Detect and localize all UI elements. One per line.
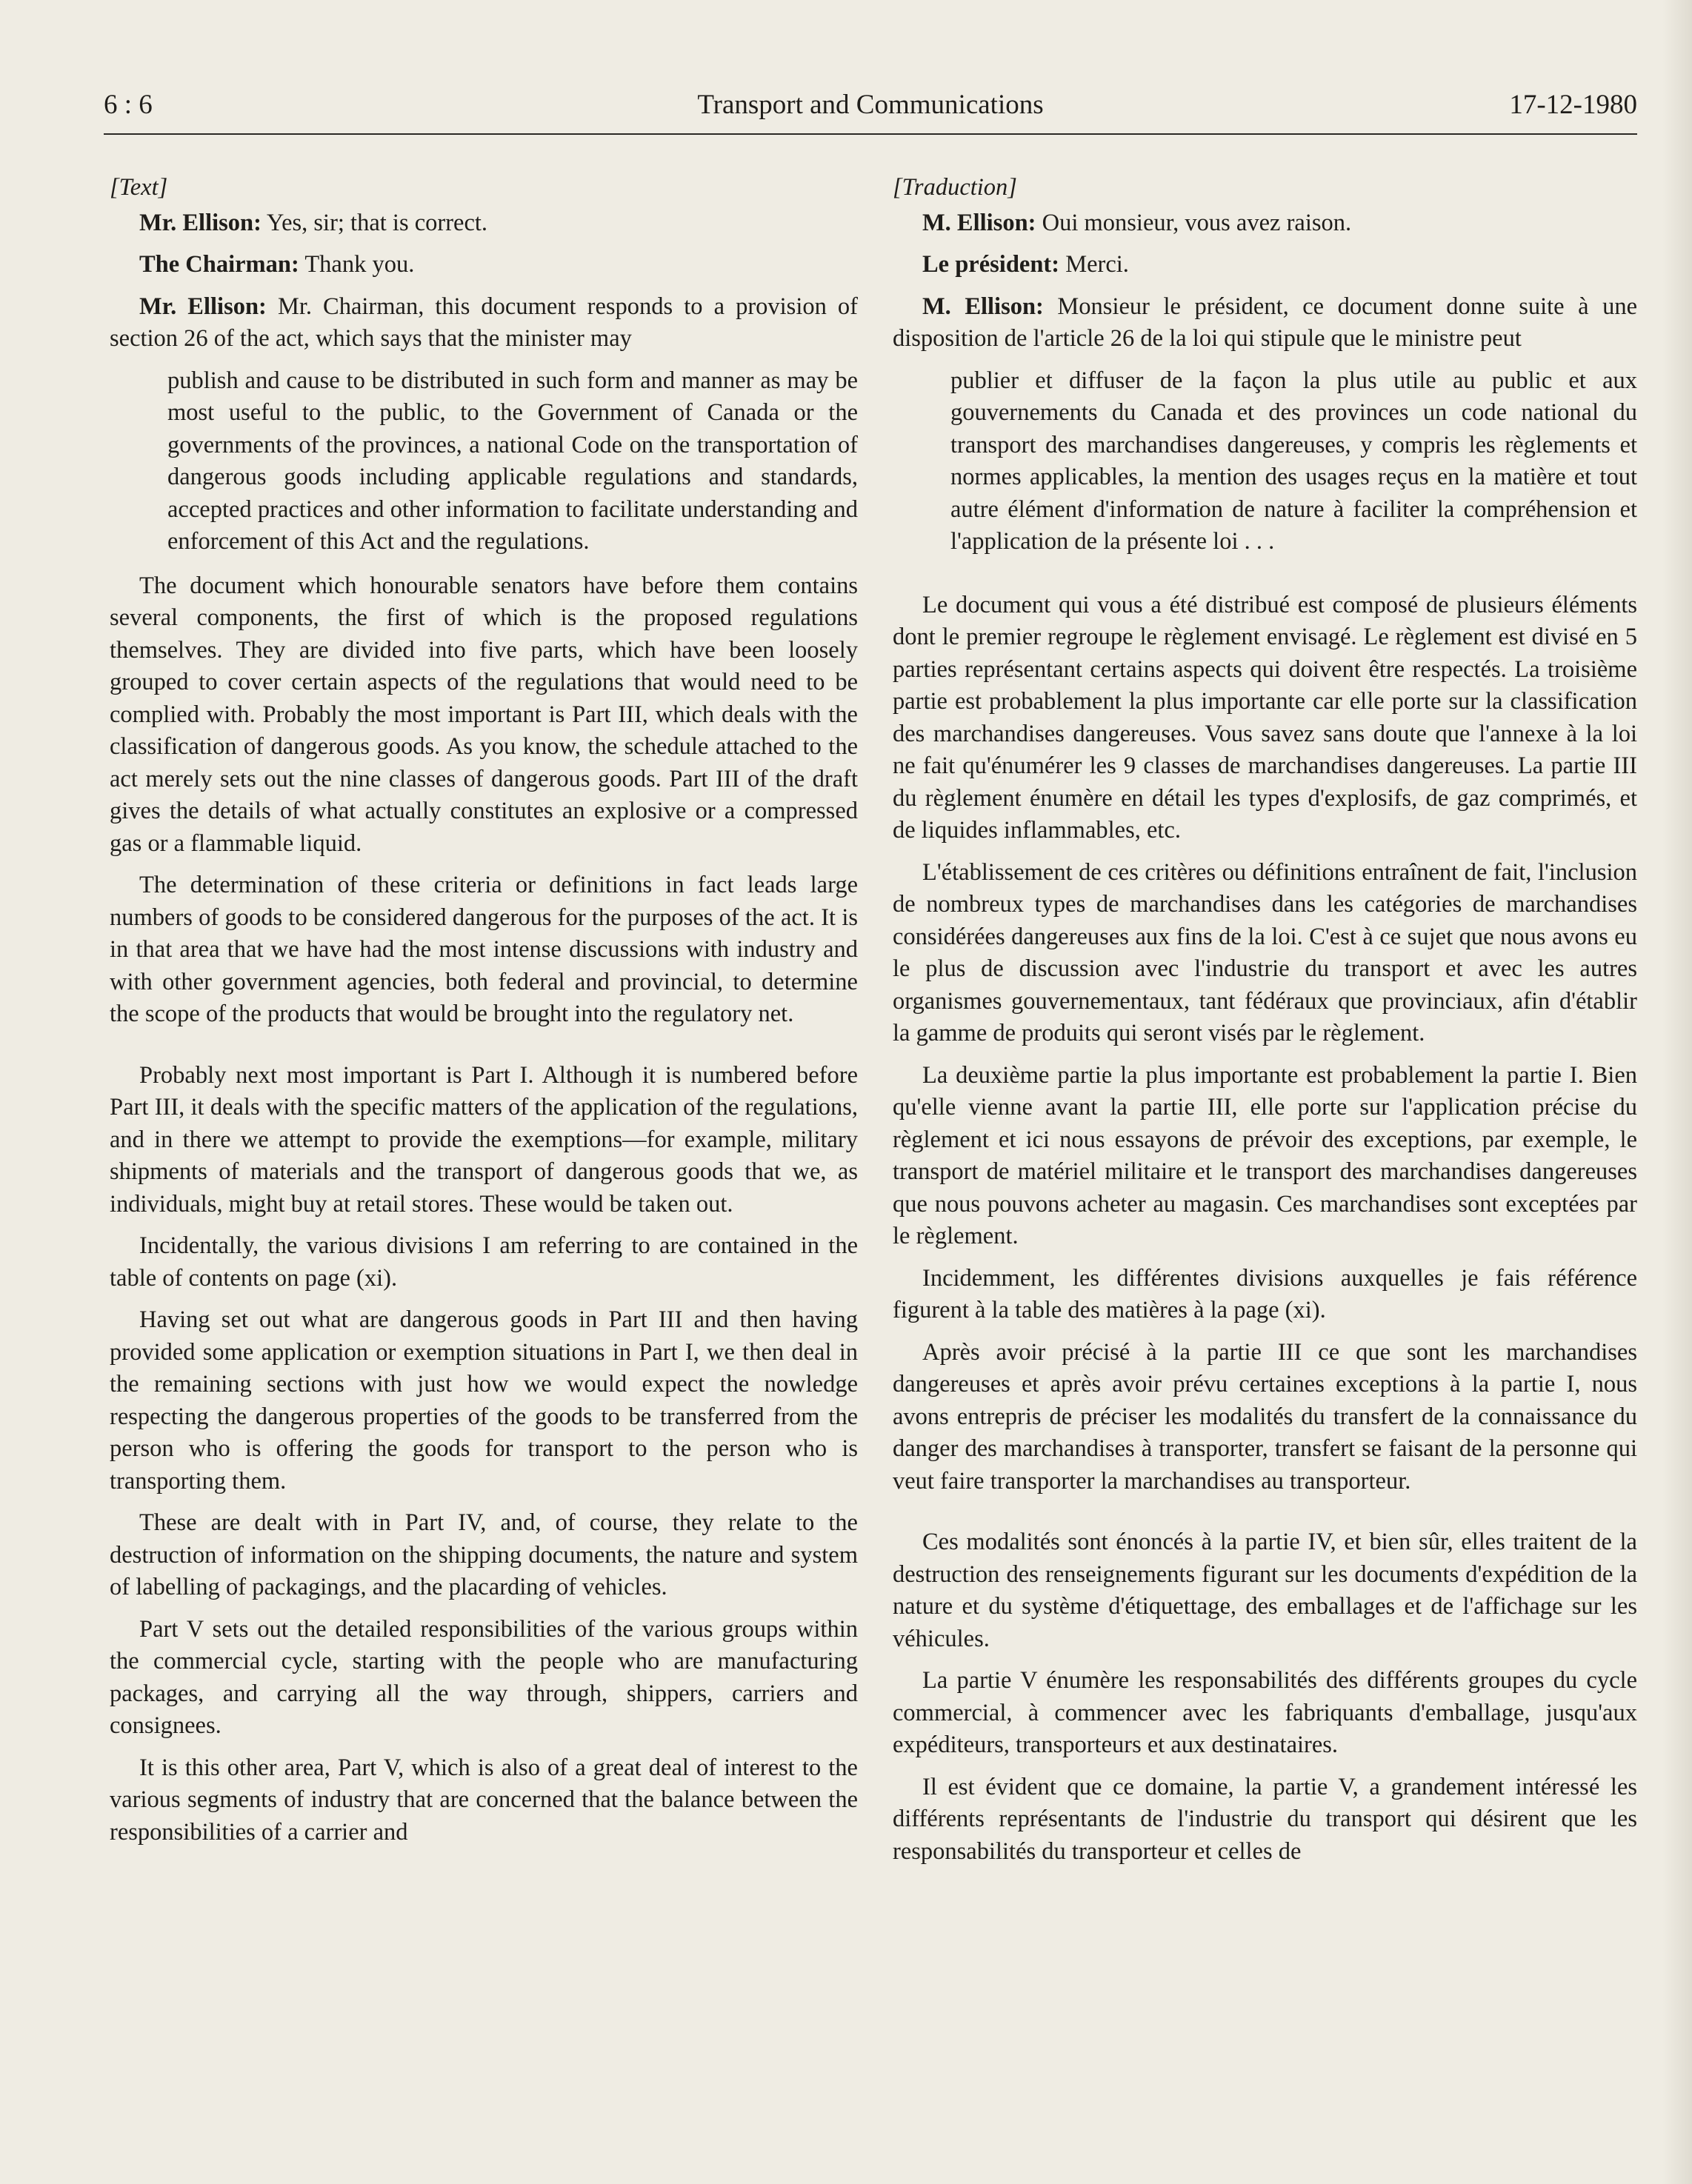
paragraph: It is this other area, Part V, which is also of a great deal of interest to the various segments of industry that are concerned that the balance between the responsibilities of a carrier and <box>110 1754 858 1846</box>
paragraph: Part V sets out the detailed responsibilities of the various groups within the commercial cycle, starting with the people who are manufacturing packages, and carrying all the way through, shippers, carriers and consignees. <box>110 1615 858 1739</box>
paragraph <box>110 291 858 355</box>
sitting-date: 17-12-1980 <box>1509 90 1637 120</box>
paragraph <box>893 249 1637 281</box>
paragraph: These are dealt with in Part IV, and, of course, they relate to the destruction of information on the shipping documents, the nature and system of labelling of packagings, and the placarding of vehicles. <box>110 1509 858 1600</box>
page-title: Transport and Communications <box>697 90 1044 120</box>
paragraph: La deuxième partie la plus importante est probablement la partie I. Bien qu'elle vienne avant la partie III, elle porte sur l'application précise du règlement et ici nous essayons de prévoir des exceptions, par exemple, le transport de matériel militaire et le transport des marchandises dangereuses que nous pouvons acheter au magasin. Ces marchandises sont exceptées par le règlement. <box>893 1061 1637 1249</box>
paragraph <box>110 249 858 281</box>
paragraph: Ces modalités sont énoncés à la partie IV, et bien sûr, elles traitent de la destruction des renseignements figurant sur les documents d'expédition de la nature et du système d'étiquettage, des emballages et de l'affichage sur les véhicules. <box>893 1529 1637 1652</box>
paragraph: Having set out what are dangerous goods in Part III and then having provided some application or exemption situations in Part I, we then deal in the remaining sections with just how we would expect the nowledge respecting the dangerous properties of the goods to be transferred from the person who is offering the goods for transport to the person who is transporting them. <box>110 1306 858 1495</box>
speech-text: Merci. <box>1059 251 1129 278</box>
speech-text: Mr. Chairman, this document responds to a provision of section 26 of the act, which says that the minister may <box>110 293 858 352</box>
paragraph: Incidemment, les différentes divisions auxquelles je fais référence figurent à la table des matières à la page (xi). <box>893 1264 1637 1323</box>
paragraph: Incidentally, the various divisions I am referring to are contained in the table of contents on page (xi). <box>110 1232 858 1292</box>
french-column <box>893 172 1637 1877</box>
speaker-name: Mr. Ellison: <box>139 293 267 320</box>
paragraph: Il est évident que ce domaine, la partie V, a grandement intéressé les différents représentants de l'industrie du transport qui désirent que les responsabilités du transporteur et celles de <box>893 1773 1637 1865</box>
header-rule <box>104 133 1637 135</box>
speech-text: Oui monsieur, vous avez raison. <box>1036 209 1352 236</box>
paragraph: The document which honourable senators have before them contains several components, the first of which is the proposed regulations themselves. They are divided into five parts, which have been loosely grouped to cover certain aspects of the regulations that would need to be complied with. Probably the most important is Part III, which deals with the classification of dangerous goods. As you know, the schedule attached to the act merely sets out the nine classes of dangerous goods. Part III of the draft gives the details of what actually constitutes an explosive or a compressed gas or a flammable liquid. <box>110 572 858 857</box>
paragraph: Probably next most important is Part I. Although it is numbered before Part III, it deals with the specific matters of the application of the regulations, and in there we attempt to provide the exemptions—for example, military shipments of materials and the transport of dangerous goods that we, as individuals, might buy at retail stores. These would be taken out. <box>110 1061 858 1218</box>
page-number: 6 : 6 <box>104 90 153 120</box>
speaker-name: M. Ellison: <box>922 293 1044 320</box>
paragraph: La partie V énumère les responsabilités des différents groupes du cycle commercial, à commencer avec les fabriquants d'emballage, jusqu'aux expéditeurs, transporteurs et aux destinataires. <box>893 1667 1637 1758</box>
paragraph <box>893 291 1637 355</box>
speaker-name: M. Ellison: <box>922 209 1036 236</box>
speaker-name: The Chairman: <box>139 251 299 278</box>
language-tag: [Text] <box>110 174 168 201</box>
paragraph <box>893 207 1637 240</box>
paragraph: L'établissement de ces critères ou définitions entraînent de fait, l'inclusion de nombreux types de marchandises dans les catégories de marchandises considérées dangereuses aux fins de la loi. C'est à ce sujet que nous avons eu le plus de discussion avec l'industrie du transport et avec les autres organismes gouvernementaux, tant fédéraux que provinciaux, afin d'établir la gamme de produits qui seront visés par le règlement. <box>893 858 1637 1046</box>
speech-text: Yes, sir; that is correct. <box>261 209 488 236</box>
speaker-name: Mr. Ellison: <box>139 209 262 236</box>
speech-text: Thank you. <box>299 251 415 278</box>
statute-quote: publier et diffuser de la façon la plus utile au public et aux gouvernements du Canada et des provinces un code national du transport des marchandises dangereuses, y compris les règlements et normes applicables, la mention des usages reçus en la matière et tout autre élément d'information de nature à faciliter la compréhension et l'application de la présente loi . . . <box>950 367 1637 555</box>
paragraph <box>110 207 858 240</box>
paragraph: Le document qui vous a été distribué est composé de plusieurs éléments dont le premier regroupe le règlement envisagé. Le règlement est divisé en 5 parties représentant certains aspects qui doivent être respectés. La troisième partie est probablement la plus importante car elle porte sur la classification des marchandises dangereuses. Vous savez sans doute que l'annexe à la loi ne fait qu'énumérer les 9 classes de marchandises dangereuses. La partie III du règlement énumère en détail les types d'explosifs, de gaz comprimés, et de liquides inflammables, etc. <box>893 591 1637 844</box>
language-tag: [Traduction] <box>893 174 1017 201</box>
statute-quote: publish and cause to be distributed in such form and manner as may be most useful to the public, to the Government of Canada or the governments of the provinces, a national Code on the transportation of dangerous goods including applicable regulations and standards, accepted practices and other information to facilitate understanding and enforcement of this Act and the regulations. <box>167 367 858 555</box>
speech-text: Monsieur le président, ce document donne suite à une disposition de l'article 26 de la loi qui stipule que le ministre peut <box>893 293 1637 352</box>
page-header <box>104 89 1637 133</box>
speaker-name: Le président: <box>922 251 1060 278</box>
page-edge <box>1662 0 1692 2184</box>
english-column <box>110 172 858 1858</box>
paragraph: Après avoir précisé à la partie III ce que sont les marchandises dangereuses et après avoir prévu certaines exceptions à la partie I, nous avons entrepris de préciser les modalités du transfert de la connaissance du danger des marchandises à transporter, transfert se faisant de la personne qui veut faire transporter la marchandises au transporteur. <box>893 1338 1637 1495</box>
paragraph: The determination of these criteria or definitions in fact leads large numbers of goods to be considered dangerous for the purposes of the act. It is in that area that we have had the most intense discussions with industry and with other government agencies, both federal and provincial, to determine the scope of the products that would be brought into the regulatory net. <box>110 872 858 1027</box>
